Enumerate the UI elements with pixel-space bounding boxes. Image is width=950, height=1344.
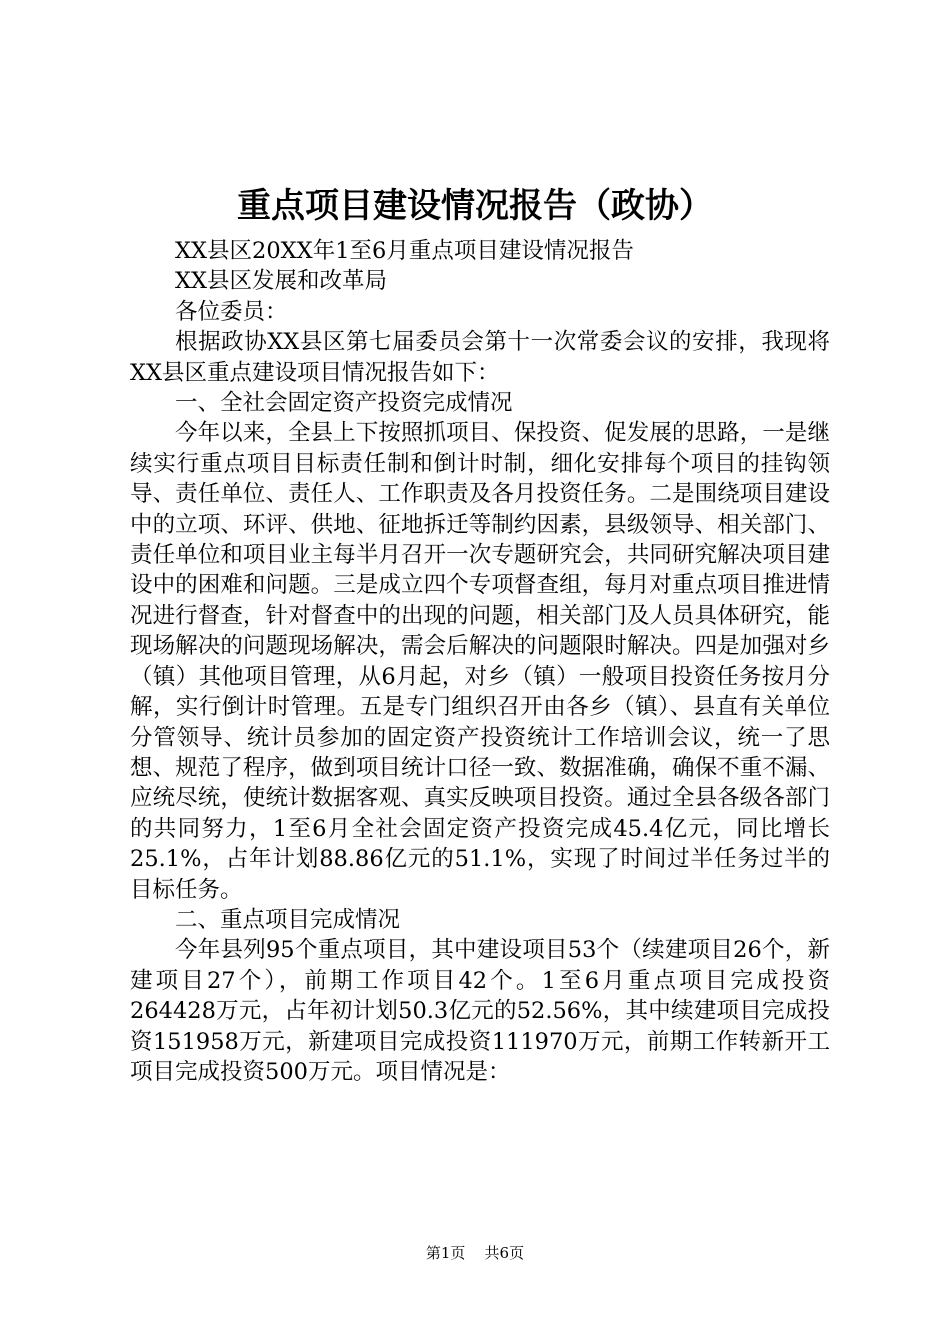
section-1-paragraph: 今年以来，全县上下按照抓项目、保投资、促发展的思路，一是继续实行重点项目目标责任制和倒计时制，细化安排每个项目的挂钩领导、责任单位、责任人、工作职责及各月投资任务。二是围绕项目建设中的立项、环评、供地、征地拆迁等制约因素，县级领导、相关部门、责任单位和项目业主每半月召开一次专题研究会，共同研究解决项目建设中的困难和问题。三是成立四个专项督查组，每月对重点项目推进情况进行督查，针对督查中的出现的问题，相关部门及人员具体研究，能现场解决的问题现场解决，需会后解决的问题限时解决。四是加强对乡（镇）其他项目管理，从6月起，对乡（镇）一般项目投资任务按月分解，实行倒计时管理。五是专门组织召开由各乡（镇）、县直有关单位分管领导、统计员参加的固定资产投资统计工作培训会议，统一了思想、规范了程序，做到项目统计口径一致、数据准确，确保不重不漏、应统尽统，使统计数据客观、真实反映项目投资。通过全县各级各部门的共同努力，1至6月全社会固定资产投资完成45.4亿元，同比增长25.1%，占年计划88.86亿元的51.1%，实现了时间过半任务过半的目标任务。: [130, 420, 830, 903]
report-author: XX县区发展和改革局: [175, 268, 388, 295]
page-total: 共6页: [484, 1244, 525, 1262]
salutation: 各位委员：: [175, 298, 288, 325]
section-heading-2: 二、重点项目完成情况: [175, 906, 401, 933]
intro-paragraph: 根据政协XX县区第七届委员会第十一次常委会议的安排，我现将XX县区重点建设项目情况报告如下：: [130, 329, 830, 386]
section-2-paragraph: 今年县列95个重点项目，其中建设项目53个（续建项目26个，新建项目27个），前期工作项目42个。1至6月重点项目完成投资264428万元，占年初计划50.3亿元的52.56%，其中续建项目完成投资151958万元，新建项目完成投资111970万元，前期工作转新开工项目完成投资500万元。项目情况是：: [130, 937, 830, 1085]
document-title: 重点项目建设情况报告（政协）: [237, 186, 713, 226]
report-subtitle: XX县区20XX年1至6月重点项目建设情况报告: [175, 238, 634, 264]
document-body: [130, 236, 830, 1087]
section-heading-1: 一、全社会固定资产投资完成情况: [175, 390, 513, 417]
page-number: 第1页: [425, 1244, 466, 1262]
page-footer: [0, 1242, 950, 1263]
